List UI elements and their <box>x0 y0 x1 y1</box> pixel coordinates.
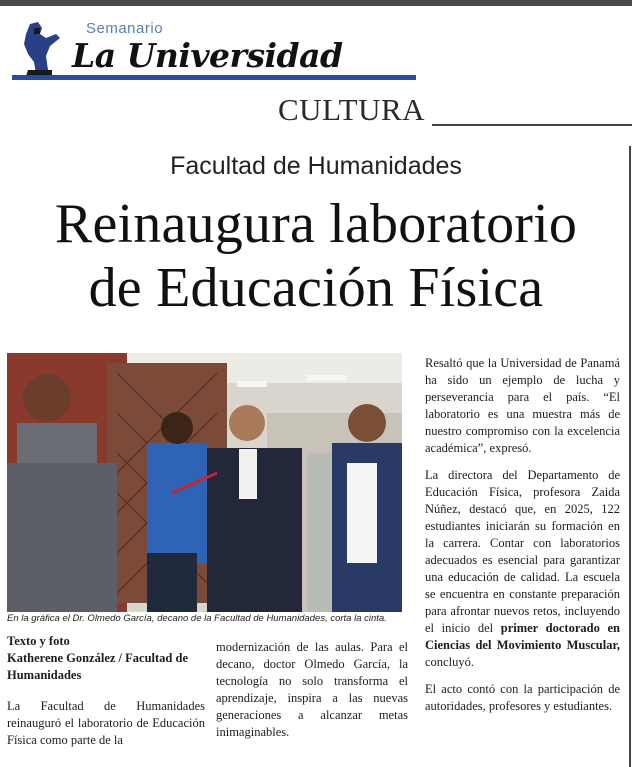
credit-label: Texto y foto <box>7 634 70 648</box>
section-rule <box>432 124 632 126</box>
article-column-1 <box>7 633 205 759</box>
column-3-paragraph-2 <box>425 467 620 671</box>
column-3-paragraph-1: Resaltó que la Universidad de Panamá ha sido un ejemplo de lucha y perseverancia para el país. “El laboratorio es una muestra más de nuestro compromiso con la excelencia académica”, expresó. <box>425 356 620 455</box>
article-photo <box>7 353 402 612</box>
masthead-kicker: Semanario <box>86 20 164 37</box>
column-2-paragraph: modernización de las aulas. Para el decano, doctor Olmedo García, la tecnología no solo transforma el aprendizaje, inspira a las nuevas generaciones a alcanzar metas inimaginables. <box>216 640 408 739</box>
column-3-paragraph-3: El acto contó con la participación de autoridades, profesores y estudiantes. <box>425 682 620 713</box>
section-title: CULTURA <box>278 92 426 127</box>
article-column-3 <box>425 355 620 725</box>
paragraph-2-text-a: La directora del Departamento de Educación Física, profesora Zaida Núñez, destacó que, en 2025, 122 estudiantes iniciarán su formación en la carrera. Contar con laboratorios adecuados es esencial para garantizar una educación de calidad. La escuela se encuentra en constante preparación para afrontar nuevos retos, incluyendo el inicio del <box>425 468 620 635</box>
newspaper-name: La Universidad <box>72 36 343 75</box>
article-column-2 <box>216 639 408 751</box>
photo-illustration <box>7 353 402 612</box>
article-kicker: Facultad de Humanidades <box>170 152 462 180</box>
headline-line-1: Reinaugura laboratorio <box>54 193 578 255</box>
paragraph-2-text-c: concluyó. <box>425 655 474 669</box>
headline-line-2: de Educación Física <box>88 257 544 319</box>
university-logo-figure <box>16 20 62 76</box>
doctorate-highlight: primer doctorado en Ciencias del Movimiento Muscular, <box>425 621 620 652</box>
column-1-paragraph: La Facultad de Humanidades reinauguró el laboratorio de Educación Física como parte de la <box>7 699 205 747</box>
masthead <box>12 14 422 84</box>
photo-caption: En la gráfica el Dr. Olmedo García, decano de la Facultad de Humanidades, corta la cinta. <box>7 613 387 624</box>
top-bar <box>0 0 632 6</box>
credit-author: Katherene González / Facultad de Humanidades <box>7 651 188 682</box>
article-headline <box>0 192 632 320</box>
masthead-rule <box>12 75 416 80</box>
